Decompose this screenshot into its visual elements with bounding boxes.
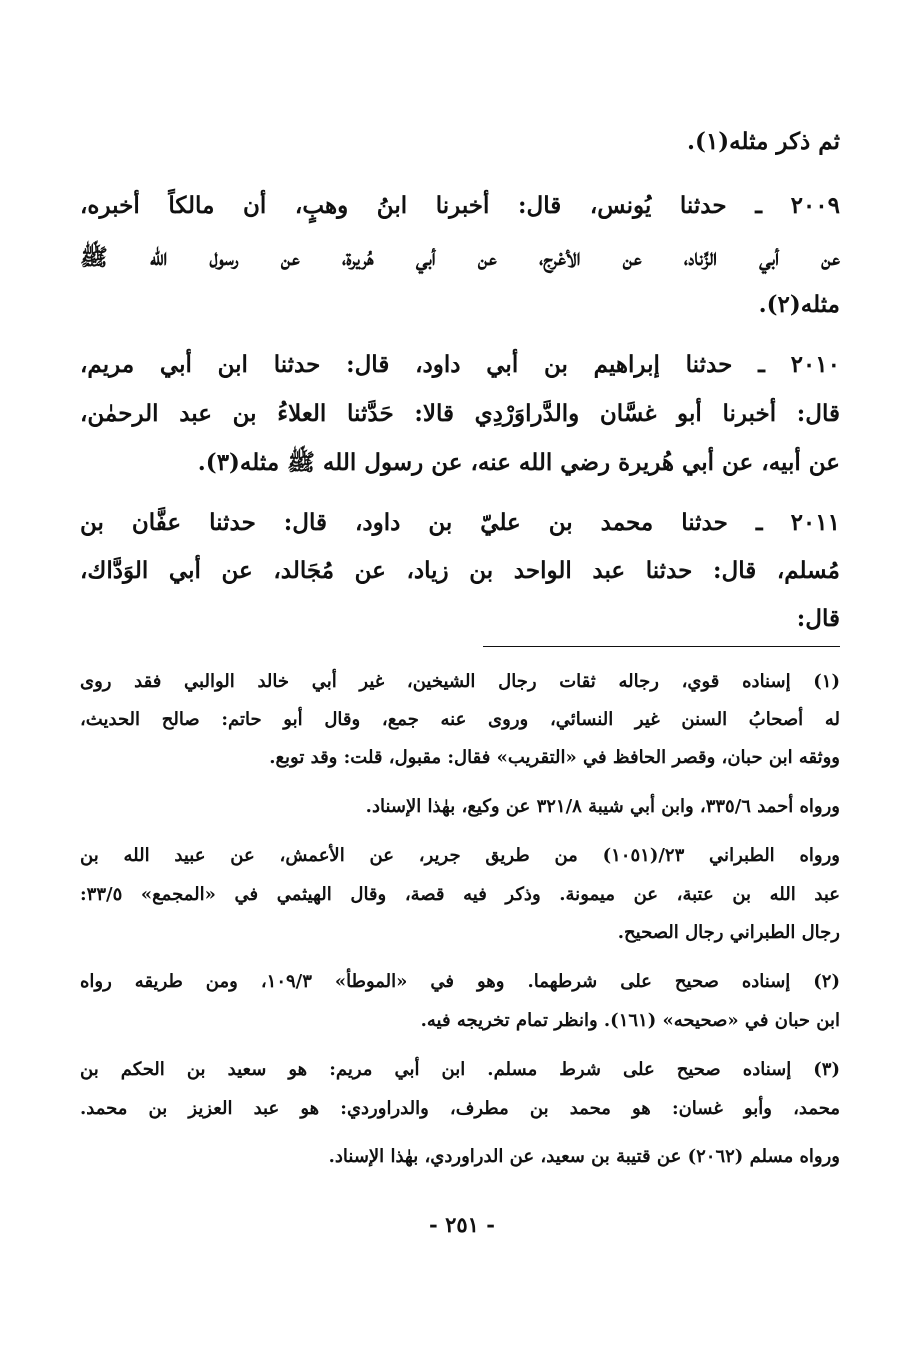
footnote-line: ابن حبان في «صحيحه» (١٦١). وانظر تمام تخريجه فيه.: [420, 1010, 840, 1031]
footnote-line: (١) إسناده قوي، رجاله ثقات رجال الشيخين، غير أبي خالد الوالبي فقد روى: [80, 671, 840, 692]
footnote-line: (٣) إسناده صحيح على شرط مسلم. ابن أبي مريم: هو سعيد بن الحكم بن: [80, 1059, 840, 1080]
main-text-line: ٢٠١١ ـ حدثنا محمد بن عليّ بن داود، قال: حدثنا عفَّان بن: [80, 509, 840, 536]
footnote-line: ورواه مسلم (٢٠٦٢) عن قتيبة بن سعيد، عن الدراوردي، بهٰذا الإسناد.: [328, 1146, 840, 1167]
footnote-line: محمد، وأبو غسان: هو محمد بن مطرف، والدراوردي: هو عبد العزيز بن محمد.: [80, 1098, 840, 1119]
footnote-line: (٢) إسناده صحيح على شرطهما. وهو في «الموطأ» ١٠٩/٣، ومن طريقه رواه: [80, 971, 840, 992]
main-text-line: ٢٠٠٩ ـ حدثنا يُونس، قال: أخبرنا ابنُ وهبٍ، أن مالكاً أخبره،: [80, 192, 840, 219]
main-text-line: ثم ذكر مثله(١).: [687, 128, 840, 155]
main-text-line: مثله(٢).: [758, 291, 840, 318]
main-text-line: عن أبي الزِّناد، عن الأعْرج، عن أبي هُريرة، عن رسول الله ﷺ: [80, 244, 840, 271]
footnote-line: ورواه أحمد ٣٣٥/٦، وابن أبي شيبة ٣٢١/٨ عن وكيع، بهٰذا الإسناد.: [365, 796, 840, 817]
footnote-separator: [483, 646, 840, 647]
footnote-line: له أصحابُ السنن غير النسائي، وروى عنه جمع، وقال أبو حاتم: صالح الحديث،: [80, 709, 840, 730]
main-text-line: ٢٠١٠ ـ حدثنا إبراهيم بن أبي داود، قال: حدثنا ابن أبي مريم،: [80, 351, 840, 378]
main-text-line: مُسلم، قال: حدثنا عبد الواحد بن زياد، عن مُجَالد، عن أبي الوَدَّاك،: [80, 557, 840, 584]
footnote-line: ورواه الطبراني ٢٣/(١٠٥١) من طريق جرير، عن الأعمش، عن عبيد الله بن: [80, 845, 841, 866]
footnote-line: ووثقه ابن حبان، وقصر الحافظ في «التقريب» فقال: مقبول، قلت: وقد توبع.: [269, 747, 840, 768]
footnote-line: رجال الطبراني رجال الصحيح.: [617, 922, 840, 943]
page-number: - ٢٥١ -: [429, 1212, 495, 1237]
main-text-line: عن أبيه، عن أبي هُريرة رضي الله عنه، عن رسول الله ﷺ مثله(٣).: [197, 449, 840, 476]
footnote-line: عبد الله بن عتبة، عن ميمونة. وذكر فيه قصة، وقال الهيثمي في «المجمع» ٣٣/٥:: [80, 884, 840, 905]
main-text-line: قال: أخبرنا أبو غسَّان والدَّراوَرْدِي قالا: حَدَّثنا العلاءُ بن عبد الرحمٰن،: [80, 400, 840, 427]
main-text-line: قال:: [796, 605, 840, 632]
